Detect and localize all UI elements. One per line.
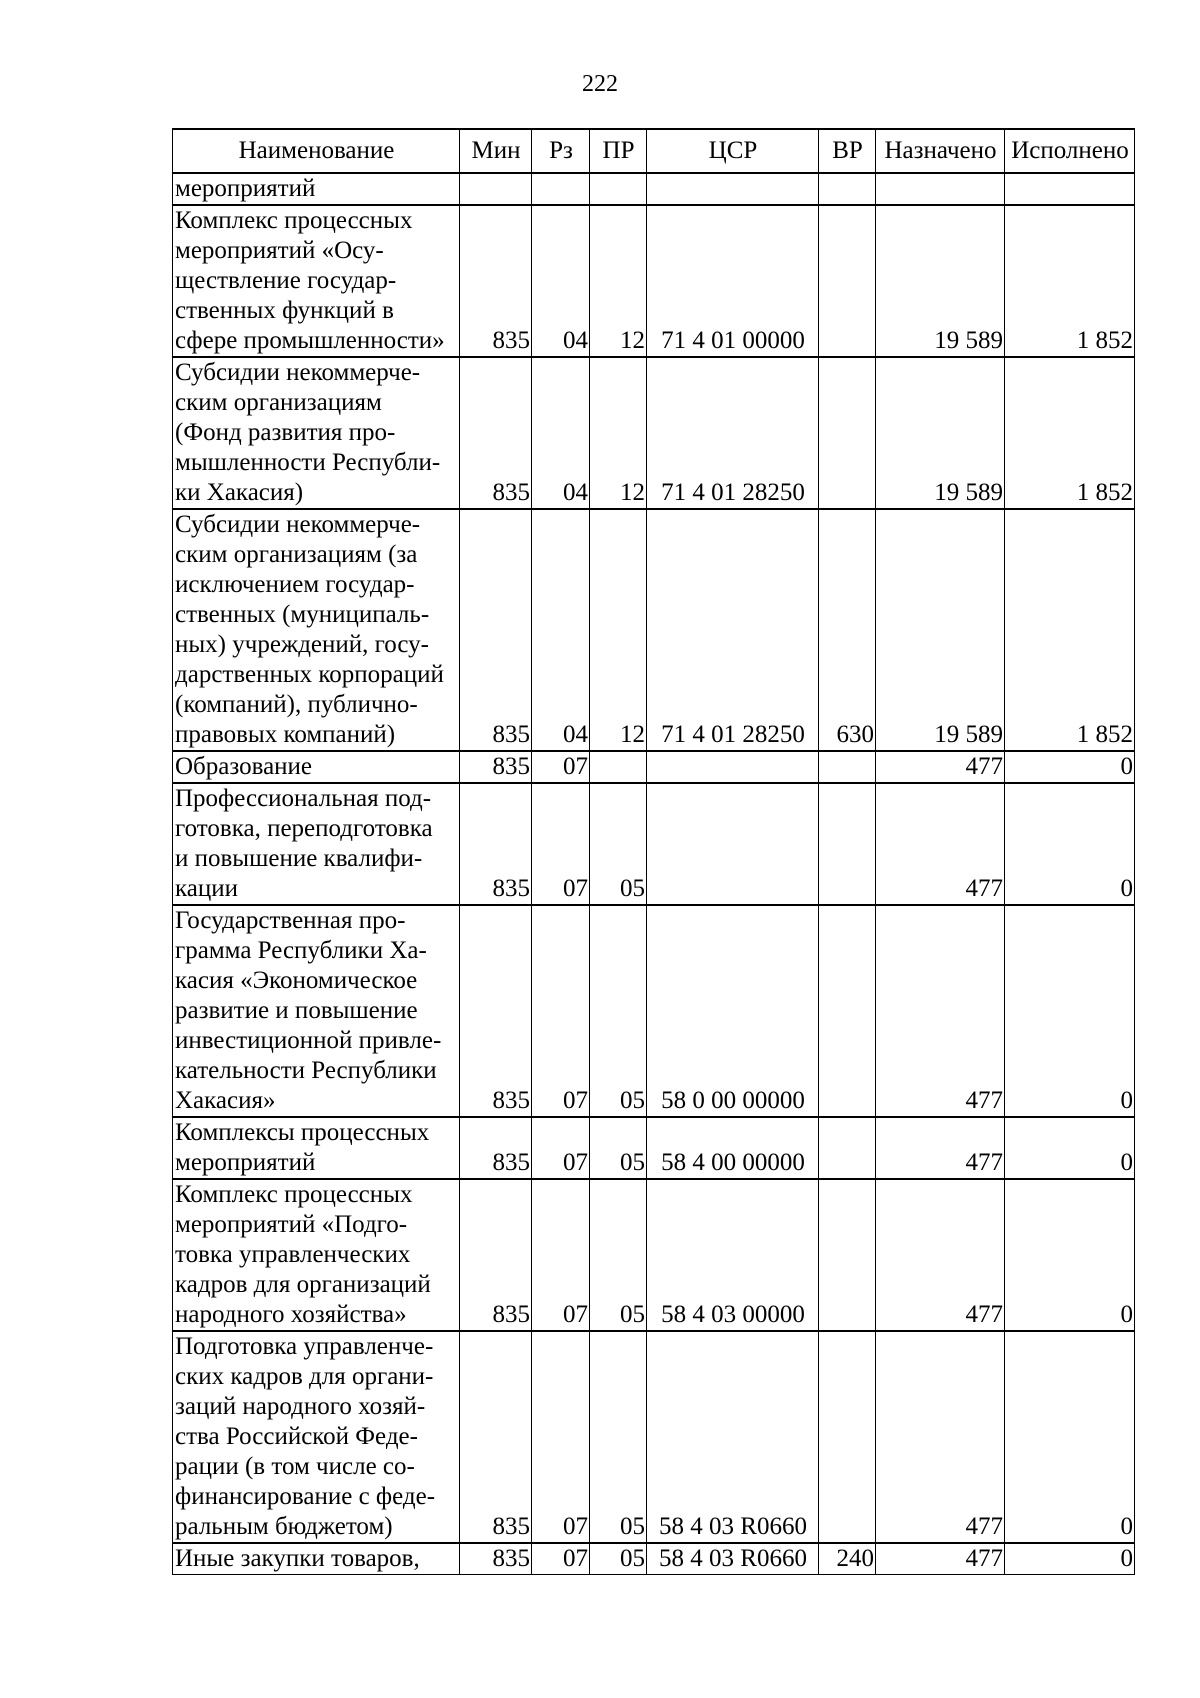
name-line: Комплексы процессных <box>175 1119 430 1146</box>
name-line: мышленности Республи- <box>175 449 441 476</box>
header-pr: ПР <box>590 129 647 173</box>
name-line: Государственная про- <box>175 907 406 934</box>
cell-executed: 0 <box>1005 751 1135 783</box>
cell-executed: 0 <box>1005 783 1135 905</box>
cell-rz: 07 <box>532 1179 590 1331</box>
cell-vr <box>819 1117 876 1179</box>
cell-assigned: 19 589 <box>876 357 1005 509</box>
cell-executed: 1 852 <box>1005 357 1135 509</box>
cell-vr <box>819 357 876 509</box>
cell-pr: 05 <box>590 783 647 905</box>
name-line: ных) учреждений, госу- <box>175 631 429 658</box>
table-row <box>173 509 1135 751</box>
name-line: Субсидии некоммерче- <box>175 359 421 386</box>
header-executed: Исполнено <box>1005 129 1135 173</box>
cell-assigned: 19 589 <box>876 205 1005 357</box>
cell-vr <box>819 1179 876 1331</box>
table-row <box>173 751 1135 783</box>
cell-rz: 04 <box>532 509 590 751</box>
name-line: Образование <box>175 753 313 780</box>
cell-csr: 58 4 03 R0660 <box>647 1331 819 1543</box>
name-line: кации <box>175 875 239 902</box>
name-line: ских кадров для органи- <box>175 1363 434 1390</box>
header-csr: ЦСР <box>647 129 819 173</box>
cell-min: 835 <box>460 205 532 357</box>
cell-rz: 07 <box>532 1543 590 1575</box>
cell-assigned: 19 589 <box>876 509 1005 751</box>
cell-pr <box>590 751 647 783</box>
name-line: товка управленческих <box>175 1241 411 1268</box>
cell-csr <box>647 751 819 783</box>
cell-pr: 05 <box>590 1117 647 1179</box>
cell-csr: 58 4 03 R0660 <box>647 1543 819 1575</box>
name-line: народного хозяйства» <box>175 1301 407 1328</box>
cell-min <box>460 173 532 205</box>
name-line: ки Хакасия) <box>175 479 304 506</box>
cell-min: 835 <box>460 509 532 751</box>
budget-table <box>172 128 1135 1575</box>
cell-name <box>173 509 460 751</box>
cell-csr: 71 4 01 28250 <box>647 357 819 509</box>
name-line: кательности Республики <box>175 1057 437 1084</box>
name-line: Профессиональная под- <box>175 785 432 812</box>
cell-vr: 630 <box>819 509 876 751</box>
cell-rz: 07 <box>532 1117 590 1179</box>
cell-vr <box>819 1331 876 1543</box>
name-line: ществление государ- <box>175 267 397 294</box>
name-line: развитие и повышение <box>175 997 418 1024</box>
name-line: правовых компаний) <box>175 721 396 748</box>
name-line: инвестиционной привле- <box>175 1027 442 1054</box>
name-line: грамма Республики Ха- <box>175 937 427 964</box>
header-name: Наименование <box>173 129 460 173</box>
cell-rz <box>532 173 590 205</box>
cell-name <box>173 173 460 205</box>
cell-name <box>173 357 460 509</box>
cell-assigned <box>876 173 1005 205</box>
cell-pr: 12 <box>590 509 647 751</box>
cell-pr: 05 <box>590 905 647 1117</box>
cell-name <box>173 783 460 905</box>
name-line: (Фонд развития про- <box>175 419 396 446</box>
cell-vr <box>819 783 876 905</box>
table-row <box>173 1331 1135 1543</box>
table-header-row <box>173 129 1135 173</box>
cell-min: 835 <box>460 783 532 905</box>
name-line: ским организациям <box>175 389 382 416</box>
cell-assigned: 477 <box>876 783 1005 905</box>
name-line: ства Российской Феде- <box>175 1423 418 1450</box>
header-min: Мин <box>460 129 532 173</box>
cell-assigned: 477 <box>876 751 1005 783</box>
name-line: исключением государ- <box>175 571 415 598</box>
name-line: касия «Экономическое <box>175 967 418 994</box>
cell-vr <box>819 205 876 357</box>
name-line: Иные закупки товаров, <box>175 1545 420 1572</box>
cell-name <box>173 1117 460 1179</box>
name-line: готовка, переподготовка <box>175 815 433 842</box>
name-line: ским организациям (за <box>175 541 418 568</box>
table-row <box>173 1543 1135 1575</box>
table-row <box>173 905 1135 1117</box>
cell-csr: 58 4 03 00000 <box>647 1179 819 1331</box>
name-line: заций народного хозяй- <box>175 1393 426 1420</box>
name-line: мероприятий «Осу- <box>175 237 384 264</box>
cell-name <box>173 1331 460 1543</box>
cell-name <box>173 1543 460 1575</box>
cell-pr: 12 <box>590 205 647 357</box>
name-line: Комплекс процессных <box>175 207 413 234</box>
cell-min: 835 <box>460 1179 532 1331</box>
cell-name <box>173 905 460 1117</box>
table-row <box>173 1179 1135 1331</box>
cell-min: 835 <box>460 1331 532 1543</box>
cell-csr: 71 4 01 28250 <box>647 509 819 751</box>
cell-executed: 1 852 <box>1005 509 1135 751</box>
cell-csr <box>647 783 819 905</box>
cell-pr: 05 <box>590 1179 647 1331</box>
cell-pr: 05 <box>590 1331 647 1543</box>
cell-rz: 04 <box>532 205 590 357</box>
cell-rz: 07 <box>532 905 590 1117</box>
name-line: ственных (муниципаль- <box>175 601 430 628</box>
cell-vr <box>819 173 876 205</box>
cell-csr: 71 4 01 00000 <box>647 205 819 357</box>
cell-executed: 0 <box>1005 905 1135 1117</box>
cell-csr: 58 4 00 00000 <box>647 1117 819 1179</box>
cell-assigned: 477 <box>876 1543 1005 1575</box>
cell-executed: 0 <box>1005 1331 1135 1543</box>
table-row <box>173 173 1135 205</box>
cell-rz: 07 <box>532 1331 590 1543</box>
cell-min: 835 <box>460 751 532 783</box>
name-line: Хакасия» <box>175 1087 276 1114</box>
name-line: и повышение квалифи- <box>175 845 423 872</box>
cell-min: 835 <box>460 905 532 1117</box>
cell-csr <box>647 173 819 205</box>
name-line: рации (в том числе со- <box>175 1453 415 1480</box>
header-assigned: Назначено <box>876 129 1005 173</box>
cell-min: 835 <box>460 1543 532 1575</box>
table-row <box>173 783 1135 905</box>
cell-min: 835 <box>460 1117 532 1179</box>
cell-name <box>173 205 460 357</box>
table-row <box>173 357 1135 509</box>
cell-vr <box>819 751 876 783</box>
name-line: дарственных корпораций <box>175 661 444 688</box>
name-line: мероприятий <box>175 175 316 202</box>
name-line: ственных функций в <box>175 297 394 324</box>
name-line: финансирование с феде- <box>175 1483 436 1510</box>
cell-vr <box>819 905 876 1117</box>
cell-min: 835 <box>460 357 532 509</box>
name-line: сфере промышленности» <box>175 327 445 354</box>
name-line: Подготовка управленче- <box>175 1333 434 1360</box>
header-vr: ВР <box>819 129 876 173</box>
cell-executed <box>1005 173 1135 205</box>
cell-name <box>173 751 460 783</box>
table-row <box>173 1117 1135 1179</box>
cell-name <box>173 1179 460 1331</box>
header-rz: Рз <box>532 129 590 173</box>
table-body <box>173 173 1135 1575</box>
cell-assigned: 477 <box>876 905 1005 1117</box>
cell-pr <box>590 173 647 205</box>
name-line: Субсидии некоммерче- <box>175 511 421 538</box>
name-line: кадров для организаций <box>175 1271 431 1298</box>
cell-executed: 0 <box>1005 1179 1135 1331</box>
name-line: мероприятий <box>175 1149 316 1176</box>
cell-assigned: 477 <box>876 1117 1005 1179</box>
cell-assigned: 477 <box>876 1179 1005 1331</box>
name-line: Комплекс процессных <box>175 1181 413 1208</box>
cell-pr: 05 <box>590 1543 647 1575</box>
name-line: ральным бюджетом) <box>175 1513 393 1540</box>
cell-rz: 07 <box>532 751 590 783</box>
cell-executed: 0 <box>1005 1543 1135 1575</box>
cell-csr: 58 0 00 00000 <box>647 905 819 1117</box>
name-line: (компаний), публично- <box>175 691 418 718</box>
cell-assigned: 477 <box>876 1331 1005 1543</box>
cell-rz: 04 <box>532 357 590 509</box>
page-number: 222 <box>582 71 618 97</box>
cell-executed: 0 <box>1005 1117 1135 1179</box>
table-row <box>173 205 1135 357</box>
name-line: мероприятий «Подго- <box>175 1211 408 1238</box>
cell-vr: 240 <box>819 1543 876 1575</box>
cell-rz: 07 <box>532 783 590 905</box>
cell-executed: 1 852 <box>1005 205 1135 357</box>
cell-pr: 12 <box>590 357 647 509</box>
